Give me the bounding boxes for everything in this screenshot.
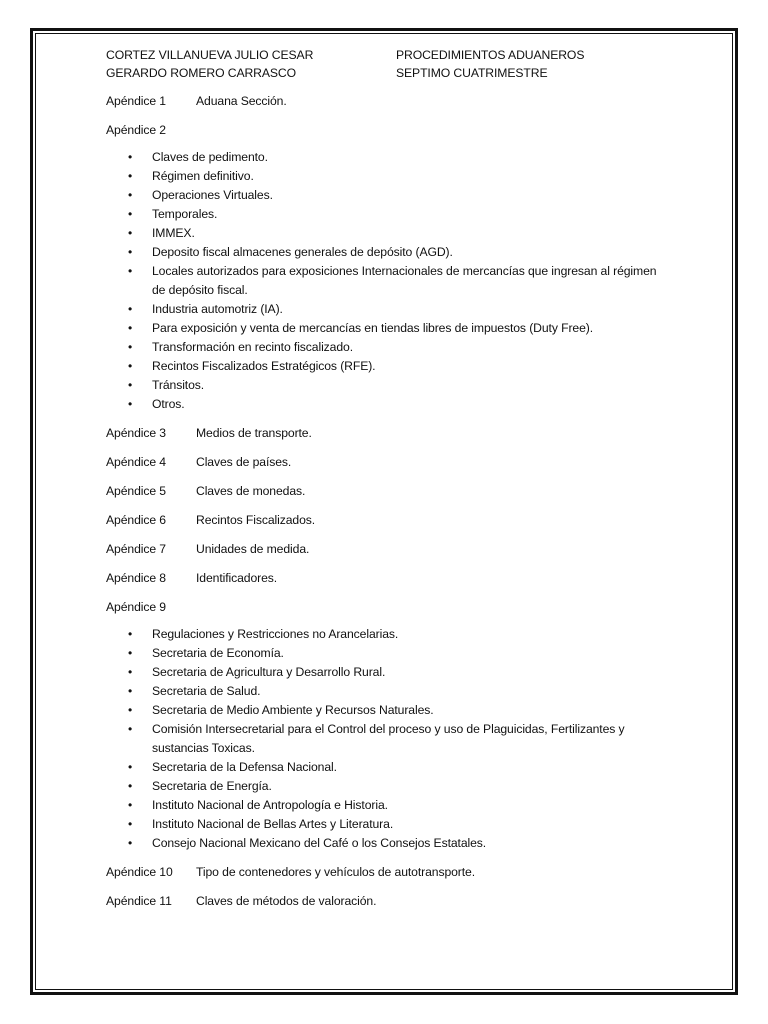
appendix-label: Apéndice 8 [106,571,166,585]
author-name-1: CORTEZ VILLANUEVA JULIO CESAR [106,48,314,62]
list-item: • Comisión Intersecretarial para el Control del proceso y uso de Plaguicidas, Fertilizantes y sustancias Toxicas. [128,720,657,758]
appendix-label: Apéndice 11 [106,894,172,908]
appendix-title: Claves de países. [196,455,292,469]
header-row-2 [106,64,666,82]
appendix-title: Tipo de contenedores y vehículos de autotransporte. [196,865,476,879]
appendix-label: Apéndice 3 [106,426,166,440]
course-name: PROCEDIMIENTOS ADUANEROS [396,48,585,62]
list-item: • Locales autorizados para exposiciones Internacionales de mercancías que ingresan al régimen de depósito fiscal. [128,262,657,300]
appendix-label: Apéndice 4 [106,455,166,469]
appendix-7 [106,540,666,559]
list-item: • Régimen definitivo. [128,167,657,186]
term-name: SEPTIMO CUATRIMESTRE [396,66,548,80]
list-item: • Transformación en recinto fiscalizado. [128,338,657,357]
appendix-title: Recintos Fiscalizados. [196,513,316,527]
appendix-label: Apéndice 1 [106,94,166,108]
appendix-title: Claves de métodos de valoración. [196,894,377,908]
appendix-4 [106,453,666,472]
list-item: • Regulaciones y Restricciones no Arancelarias. [128,625,657,644]
appendix-8 [106,569,666,588]
list-item: • Consejo Nacional Mexicano del Café o los Consejos Estatales. [128,834,657,853]
appendix-5 [106,482,666,501]
list-item: • Para exposición y venta de mercancías en tiendas libres de impuestos (Duty Free). [128,319,657,338]
list-item: • Secretaria de Salud. [128,682,657,701]
list-item: • IMMEX. [128,224,657,243]
list-item: • Secretaria de Energía. [128,777,657,796]
appendix-3 [106,424,666,443]
list-item: • Otros. [128,395,657,414]
list-item: • Instituto Nacional de Antropología e Historia. [128,796,657,815]
list-item: • Secretaria de Economía. [128,644,657,663]
appendix-2 [106,121,666,140]
list-item: • Secretaria de la Defensa Nacional. [128,758,657,777]
appendix-label: Apéndice 9 [106,600,166,614]
appendix-title: Identificadores. [196,571,278,585]
appendix-11 [106,892,666,911]
appendix-9-list [106,625,666,853]
appendix-label: Apéndice 6 [106,513,166,527]
list-item: • Operaciones Virtuales. [128,186,657,205]
list-item: • Recintos Fiscalizados Estratégicos (RFE). [128,357,657,376]
list-item: • Temporales. [128,205,657,224]
appendix-1 [106,92,666,111]
appendix-title: Aduana Sección. [196,94,287,108]
author-name-2: GERARDO ROMERO CARRASCO [106,66,297,80]
list-item: • Deposito fiscal almacenes generales de depósito (AGD). [128,243,657,262]
appendix-2-list [106,148,666,414]
list-item: • Secretaria de Medio Ambiente y Recursos Naturales. [128,701,657,720]
list-item: • Industria automotriz (IA). [128,300,657,319]
list-item: • Instituto Nacional de Bellas Artes y Literatura. [128,815,657,834]
appendix-label: Apéndice 2 [106,123,166,137]
list-item: • Secretaria de Agricultura y Desarrollo Rural. [128,663,657,682]
appendix-label: Apéndice 5 [106,484,166,498]
appendix-title: Medios de transporte. [196,426,312,440]
list-item: • Tránsitos. [128,376,657,395]
appendix-10 [106,863,666,882]
document-body [106,46,666,911]
header-row-1 [106,46,666,64]
appendix-title: Claves de monedas. [196,484,306,498]
appendix-title: Unidades de medida. [196,542,310,556]
list-item: • Claves de pedimento. [128,148,657,167]
appendix-label: Apéndice 10 [106,865,173,879]
appendix-6 [106,511,666,530]
appendix-label: Apéndice 7 [106,542,166,556]
appendix-9 [106,598,666,617]
